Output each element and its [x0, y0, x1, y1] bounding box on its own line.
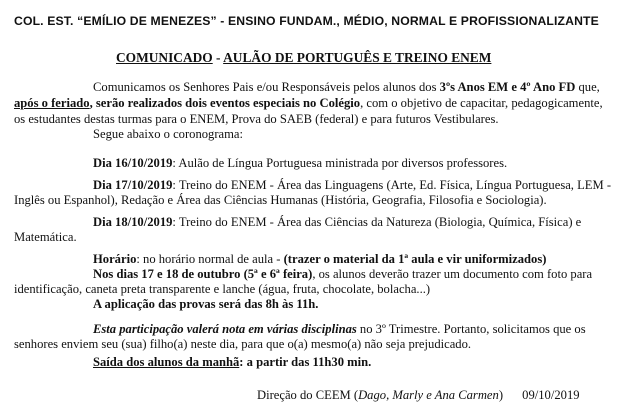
signature — [257, 388, 580, 403]
day-1-text: : Aulão de Língua Portuguesa ministrada por diversos professores. — [172, 156, 508, 170]
time-label: Horário — [93, 252, 137, 266]
intro-text-end: que, — [575, 80, 600, 94]
documents-line-2: identificação, caneta preta transparente e lanche (água, fruta, chocolate, bolacha...) — [14, 282, 431, 296]
day-1-date: Dia 16/10/2019 — [93, 156, 173, 170]
day-3-text: : Treino do ENEM - Área das Ciências da Natureza (Biologia, Química, Física) e — [172, 215, 582, 229]
schedule-time — [93, 252, 546, 267]
title-separator: - — [212, 50, 224, 65]
dismissal-time — [93, 355, 371, 370]
day-2-date: Dia 17/10/2019 — [93, 178, 173, 192]
school-header: COL. EST. “EMÍLIO DE MENEZES” - ENSINO FUNDAM., MÉDIO, NORMAL E PROFISSIONALIZANTE — [14, 14, 599, 28]
intro-objective: , com o objetivo de capacitar, pedagogicamente, — [360, 96, 603, 110]
intro-line-1 — [93, 80, 600, 95]
schedule-day-3-cont: Matemática. — [14, 230, 77, 244]
signature-names: Dago, Marly e Ana Carmen — [358, 388, 499, 402]
events-announcement: , serão realizados dois eventos especiais no Colégio — [89, 96, 361, 110]
schedule-day-2-cont: Inglês ou Espanhol), Redação e Área das Ciências Humanas (História, Geografia, Filosofia e Sociologia). — [14, 193, 547, 207]
schedule-day-1 — [93, 156, 507, 171]
day-2-text: : Treino do ENEM - Área das Linguagens (Arte, Ed. Física, Língua Portuguesa, LEM - — [172, 178, 612, 192]
title-subject: AULÃO DE PORTUGUÊS E TREINO ENEM — [223, 50, 492, 65]
dismissal-text: : a partir das 11h30 min. — [239, 355, 372, 369]
intro-text: Comunicamos os Senhores Pais e/ou Responsáveis pelos alunos dos — [93, 80, 440, 94]
day-3-date: Dia 18/10/2019 — [93, 215, 173, 229]
participation-text: no 3º Trimestre. Portanto, solicitamos que os — [356, 322, 586, 336]
schedule-day-3 — [93, 215, 581, 230]
documents-dates: Nos dias 17 e 18 de outubro (5ª e 6ª feira) — [93, 267, 313, 281]
documents-text: , os alunos deverão trazer um documento com foto para — [312, 267, 593, 281]
intro-classes: 3ºs Anos EM e 4º Ano FD — [439, 80, 576, 94]
participation-line-2: senhores enviem seu (sua) filho(a) neste dia, para que o(a) mesmo(a) não seja prejudicado. — [14, 337, 472, 351]
participation-line-1 — [93, 322, 586, 337]
documents-line-1 — [93, 267, 592, 282]
intro-line-4: Segue abaixo o coronograma: — [93, 127, 244, 141]
schedule-day-2 — [93, 178, 611, 193]
participation-grade: Esta participação valerá nota em várias disciplinas — [93, 322, 357, 336]
intro-line-3: os estudantes destas turmas para o ENEM, Prova do SAEB (federal) e para futuros Vestibulares. — [14, 112, 499, 126]
exam-time: A aplicação das provas será das 8h às 11h. — [93, 297, 319, 311]
dismissal-label: Saída dos alunos da manhã — [93, 355, 240, 369]
notice-title — [116, 50, 491, 66]
signature-date: 09/10/2019 — [522, 388, 580, 402]
title-comunicado: COMUNICADO — [116, 50, 213, 65]
time-materials: (trazer o material da 1ª aula e vir uniformizados) — [283, 252, 547, 266]
signature-suffix: ) — [498, 388, 504, 402]
after-holiday: após o feriado — [14, 96, 90, 110]
signature-prefix: Direção do CEEM ( — [257, 388, 359, 402]
time-text: : no horário normal de aula - — [136, 252, 284, 266]
intro-line-2 — [14, 96, 603, 111]
